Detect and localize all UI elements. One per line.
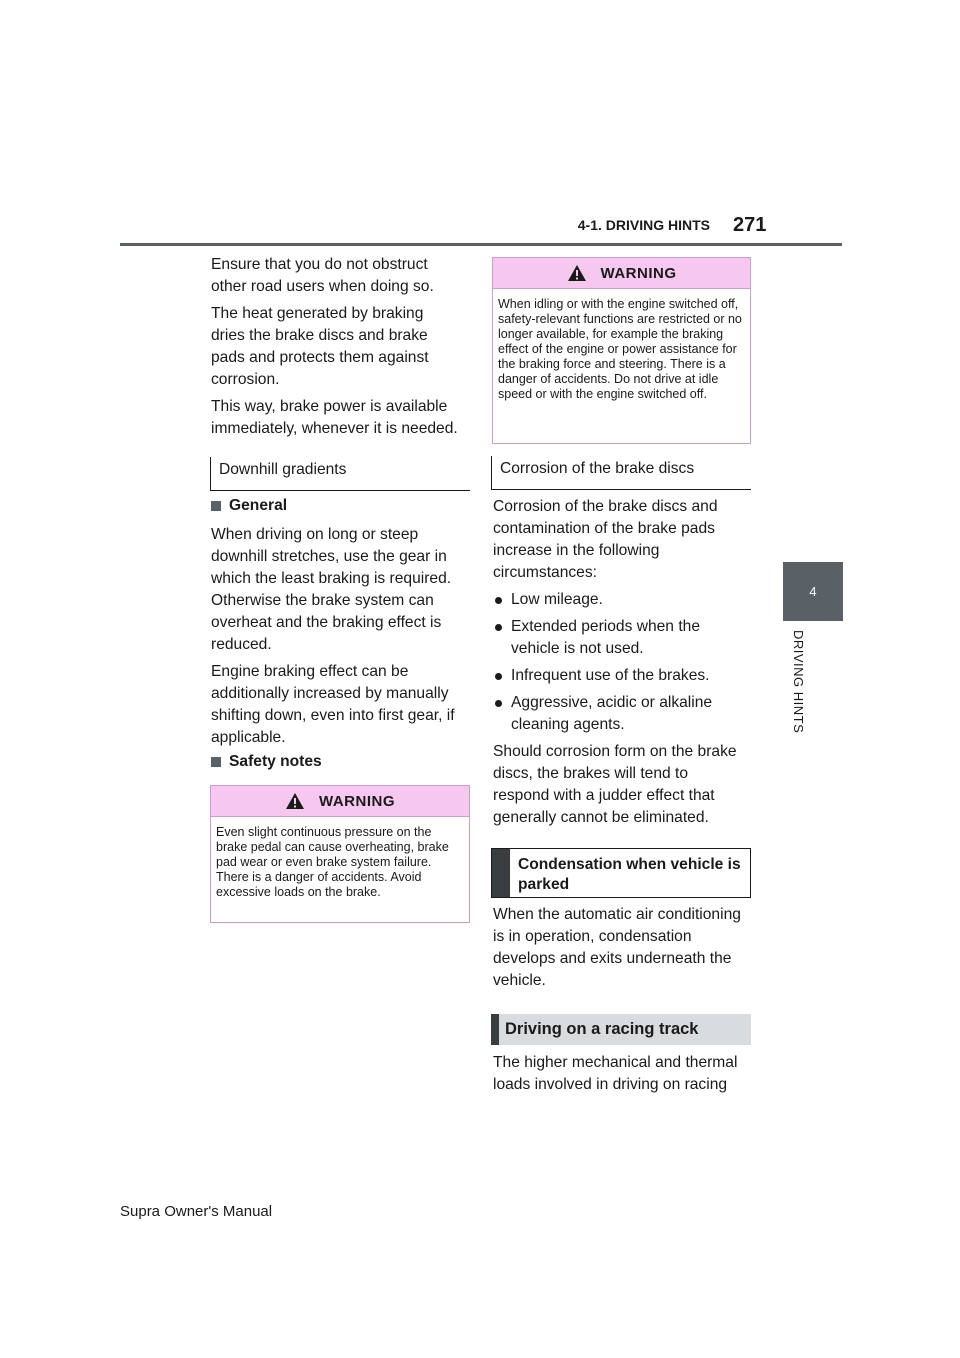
bullet-dot-icon: [495, 673, 502, 680]
general-paragraph: When driving on long or steep downhill stretches, use the gear in which the least braking is required. Otherwise the brake system can overheat and the braking effect is reduced.: [211, 526, 452, 653]
condensation-heading: Condensation when vehicle is parked: [518, 856, 741, 893]
intro-paragraph: Ensure that you do not obstruct other road users when doing so.: [211, 256, 434, 295]
safety-notes-heading: [211, 753, 322, 771]
square-bullet-icon: [211, 501, 221, 511]
footer-manual-title: Supra Owner's Manual: [120, 1203, 273, 1220]
warning-header: [211, 786, 469, 817]
bullet-dot-icon: [495, 597, 502, 604]
page-number: 271: [733, 214, 767, 236]
heading-bar: [491, 1014, 499, 1045]
warning-text: Even slight continuous pressure on the brake pedal can cause overheating, brake pad wear or even brake system failure. There is a danger of accidents. Avoid excessive loads on the brake.: [216, 825, 449, 899]
racing-text: The higher mechanical and thermal loads involved in driving on racing: [493, 1054, 738, 1093]
warning-triangle-icon: [567, 264, 587, 282]
warning-box-idling: [492, 257, 751, 444]
running-header-section: 4-1. DRIVING HINTS: [577, 217, 710, 233]
subheading-downhill-gradients: Downhill gradients: [210, 457, 470, 491]
header-rule: [120, 243, 842, 246]
chapter-number: 4: [809, 584, 817, 599]
condensation-heading-box: [491, 848, 751, 898]
warning-triangle-icon: [285, 792, 305, 810]
racing-heading-box: [491, 1014, 751, 1045]
list-item: Extended periods when the vehicle is not used.: [493, 616, 748, 660]
racing-heading: Driving on a racing track: [505, 1020, 699, 1038]
warning-label: WARNING: [600, 264, 677, 282]
intro-paragraph: This way, brake power is available immediately, whenever it is needed.: [211, 398, 458, 437]
chapter-title-vertical: DRIVING HINTS: [791, 630, 806, 734]
intro-paragraph: The heat generated by braking dries the brake discs and brake pads and protects them against corrosion.: [211, 305, 429, 388]
subheading-corrosion: Corrosion of the brake discs: [491, 456, 751, 490]
general-paragraph: Engine braking effect can be additionally increased by manually shifting down, even into first gear, if applicable.: [211, 663, 455, 746]
warning-text: When idling or with the engine switched off, safety-relevant functions are restricted or no longer available, for example the braking effect of the engine or power assistance for the braking force and steering. There is a danger of accidents. Do not drive at idle speed or with the engine switched off.: [498, 297, 742, 401]
general-heading-label: General: [229, 497, 288, 514]
condensation-text: When the automatic air conditioning is in operation, condensation develops and exits underneath the vehicle.: [493, 906, 741, 989]
list-item: Infrequent use of the brakes.: [493, 665, 748, 687]
corrosion-intro: Corrosion of the brake discs and contamination of the brake pads increase in the following circumstances:: [493, 498, 718, 581]
list-item: Low mileage.: [493, 589, 748, 611]
corrosion-bullet-list: [493, 589, 748, 736]
warning-box-brake-pressure: [210, 785, 470, 923]
bullet-dot-icon: [495, 624, 502, 631]
bullet-dot-icon: [495, 700, 502, 707]
corrosion-outro: Should corrosion form on the brake discs, the brakes will tend to respond with a judder effect that generally cannot be eliminated.: [493, 743, 737, 826]
heading-bar: [492, 849, 510, 897]
chapter-tab: [783, 562, 843, 621]
warning-label: WARNING: [319, 792, 395, 810]
list-item: Aggressive, acidic or alkaline cleaning agents.: [493, 692, 748, 736]
general-heading: [211, 497, 287, 515]
left-intro: [211, 254, 461, 440]
corrosion-section: [493, 496, 748, 829]
warning-header: [493, 258, 750, 289]
general-body: [211, 524, 463, 749]
square-bullet-icon: [211, 757, 221, 767]
safety-notes-label: Safety notes: [229, 753, 322, 770]
